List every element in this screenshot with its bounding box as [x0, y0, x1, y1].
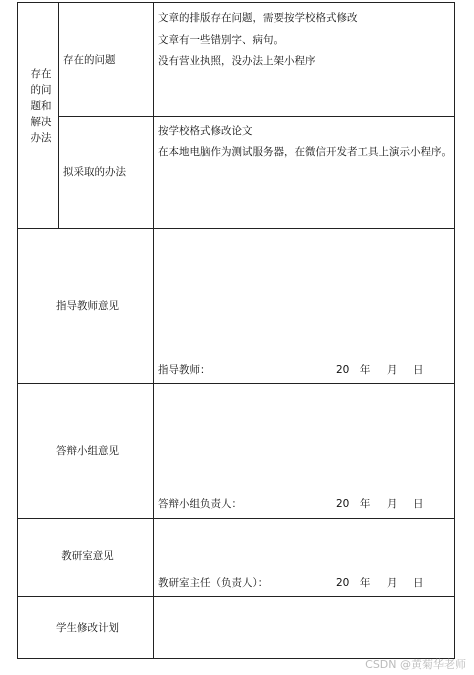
method-line: 在本地电脑作为测试服务器，在微信开发者工具上演示小程序。	[158, 146, 452, 158]
methods-label: 拟采取的办法	[63, 166, 126, 178]
problems-label: 存在的问题	[63, 54, 116, 66]
office-year: 20 年	[336, 577, 371, 589]
defense-year: 20 年	[336, 498, 371, 510]
csdn-watermark: CSDN @黄菊华老师	[365, 658, 466, 671]
office-day: 日	[413, 577, 424, 589]
office-sign-label: 教研室主任（负责人）：	[158, 577, 269, 589]
row-divider	[17, 383, 455, 384]
advisor-day: 日	[413, 364, 424, 376]
advisor-opinion-label: 指导教师意见	[56, 300, 119, 312]
problem-line: 没有营业执照，没办法上架小程序	[158, 55, 316, 67]
row-divider	[17, 228, 455, 229]
defense-day: 日	[413, 498, 424, 510]
method-line: 按学校格式修改论文	[158, 125, 253, 137]
office-opinion-label: 教研室意见	[61, 550, 114, 562]
revision-plan-label: 学生修改计划	[56, 622, 119, 634]
row-divider	[58, 116, 455, 117]
defense-month: 月	[387, 498, 398, 510]
advisor-sign-label: 指导教师：	[158, 364, 211, 376]
problems-solutions-group-label: 存在的问题和解决办法	[30, 68, 52, 144]
office-month: 月	[387, 577, 398, 589]
row-divider	[17, 518, 455, 519]
defense-sign-label: 答辩小组负责人：	[158, 498, 242, 510]
column-divider	[58, 2, 59, 228]
advisor-month: 月	[387, 364, 398, 376]
advisor-year: 20 年	[336, 364, 371, 376]
defense-opinion-label: 答辩小组意见	[56, 445, 119, 457]
row-divider	[17, 596, 455, 597]
problem-line: 文章的排版存在问题，需要按学校格式修改	[158, 12, 358, 24]
problem-line: 文章有一些错别字、病句。	[158, 34, 284, 46]
